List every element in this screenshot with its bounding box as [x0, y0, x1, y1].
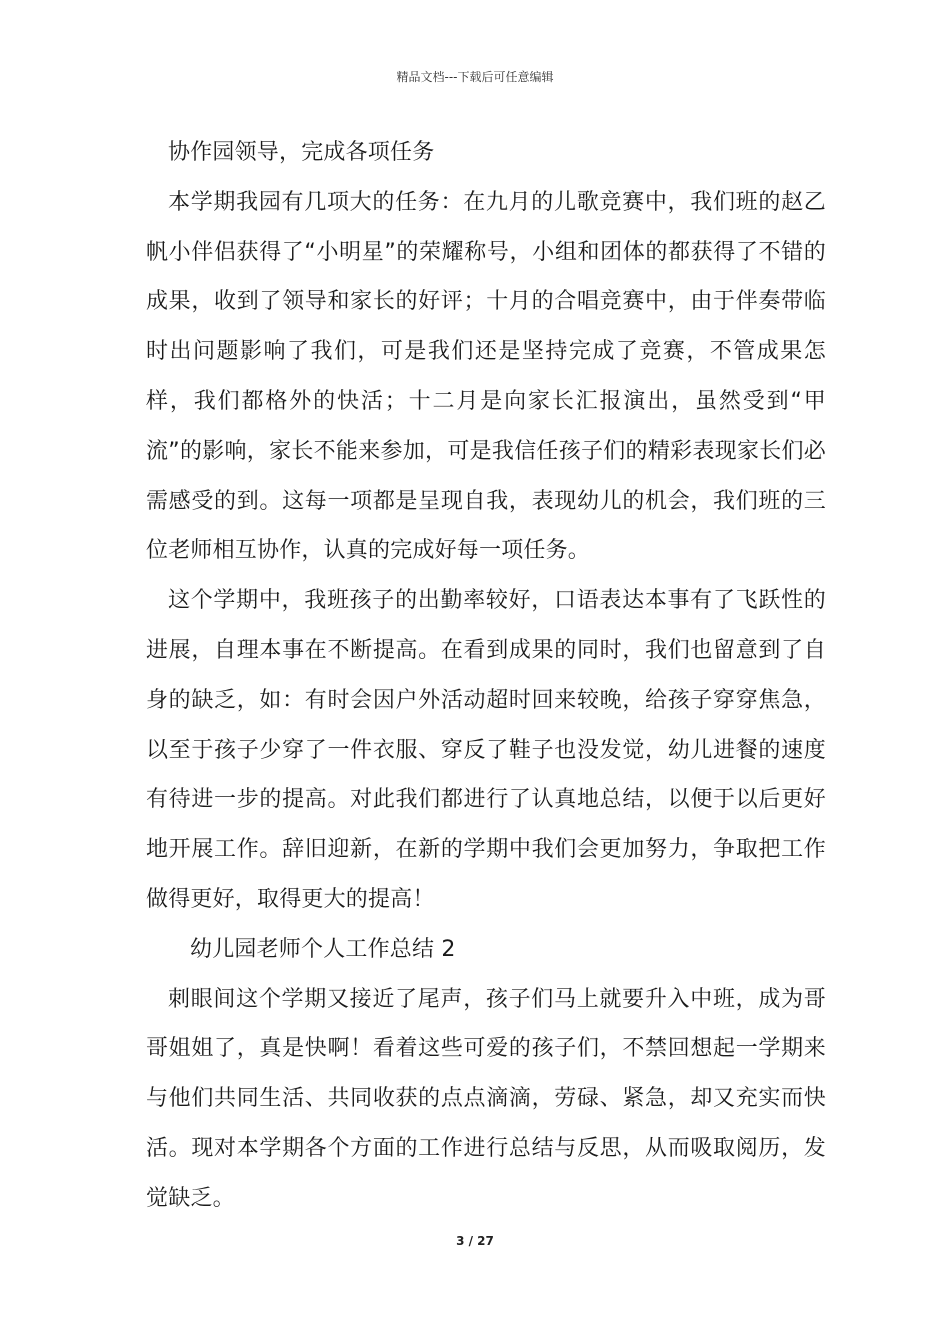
- page-number: 3 / 27: [456, 1234, 494, 1248]
- section-heading: 幼儿园老师个人工作总结 2: [190, 936, 456, 962]
- page-header: 精品文档---下载后可任意编辑: [396, 70, 554, 84]
- paragraph-3: 这个学期中，我班孩子的出勤率较好，口语表达本事有了飞跃性的进展，自理本事在不断提高。在看到成果的同时，我们也留意到了自身的缺乏，如：有时会因户外活动超时回来较晚，给孩子穿穿焦急，以至于孩子少穿了一件衣服、穿反了鞋子也没发觉，幼儿进餐的速度有待进一步的提高。对此我们都进行了认真地总结，以便于以后更好地开展工作。辞旧迎新，在新的学期中我们会更加努力，争取把工作做得更好，取得更大的提高！: [146, 588, 826, 912]
- paragraph-1: 协作园领导，完成各项任务: [168, 140, 435, 165]
- document-body: [146, 128, 826, 1224]
- paragraph-2: 本学期我园有几项大的任务：在九月的儿歌竞赛中，我们班的赵乙帆小伴侣获得了“小明星”的荣耀称号，小组和团体的都获得了不错的成果，收到了领导和家长的好评；十月的合唱竞赛中，由于伴奏带临时出问题影响了我们，可是我们还是坚持完成了竞赛，不管成果怎样，我们都格外的快活；十二月是向家长汇报演出，虽然受到“甲流”的影响，家长不能来参加，可是我信任孩子们的精彩表现家长们必需感受的到。这每一项都是呈现自我，表现幼儿的机会，我们班的三位老师相互协作，认真的完成好每一项任务。: [146, 189, 826, 564]
- paragraph-4: 刺眼间这个学期又接近了尾声，孩子们马上就要升入中班，成为哥哥姐姐了，真是快啊！看着这些可爱的孩子们，不禁回想起一学期来与他们共同生活、共同收获的点点滴滴，劳碌、紧急，却又充实而快活。现对本学期各个方面的工作进行总结与反思，从而吸取阅历，发觉缺乏。: [146, 986, 826, 1211]
